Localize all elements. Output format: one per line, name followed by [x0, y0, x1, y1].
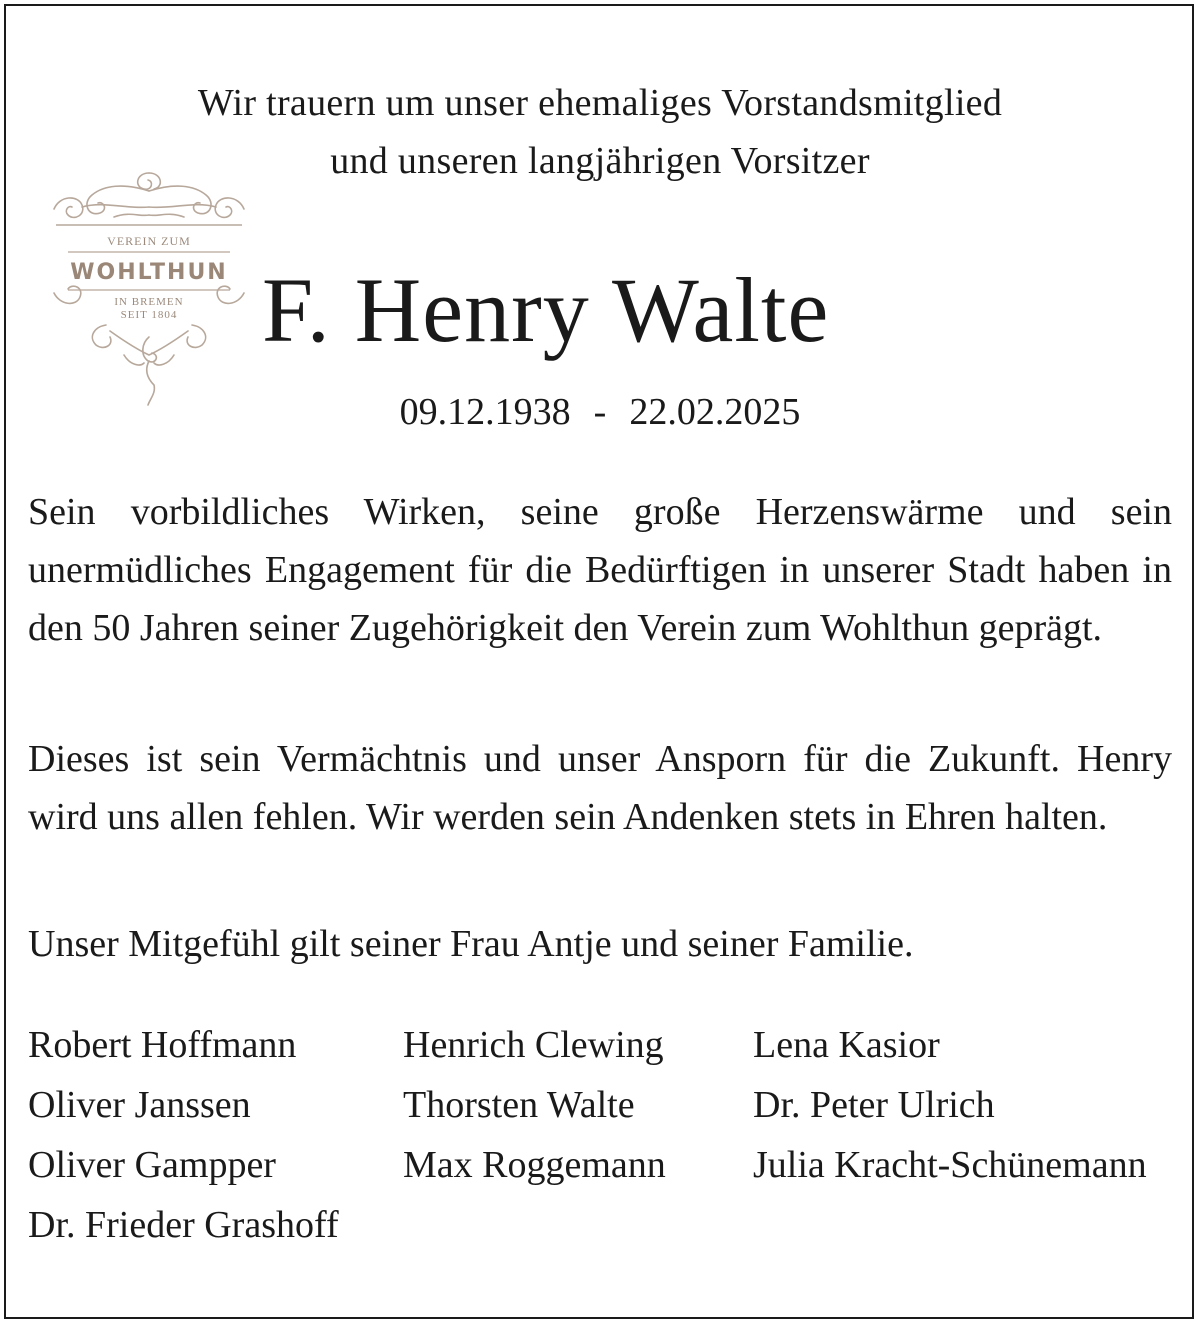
signatory-name: Oliver Janssen [28, 1084, 251, 1126]
logo-main-text: WOHLTHUN [70, 260, 228, 285]
signatory-name: Robert Hoffmann [28, 1024, 297, 1066]
logo-bottom-line-2: SEIT 1804 [120, 309, 178, 321]
signatories-column-1 [28, 1015, 339, 1255]
signatory-name: Julia Kracht-Schünemann [753, 1144, 1147, 1186]
tribute-paragraph-2: Dieses ist sein Vermächtnis und unser Ansporn für die Zukunft. Henry wird uns allen fehlen. Wir werden sein Andenken stets in Ehren halten. [28, 738, 1172, 838]
deceased-name: F. Henry Walte [262, 259, 830, 361]
signatory-name: Dr. Frieder Grashoff [28, 1204, 339, 1246]
signatories-column-2 [403, 1015, 666, 1195]
signatory-name: Oliver Gampper [28, 1144, 276, 1186]
signatory-name: Max Roggemann [403, 1144, 666, 1186]
condolence-paragraph: Unser Mitgefühl gilt seiner Frau Antje und seiner Familie. [28, 923, 914, 965]
intro-line-2: und unseren langjährigen Vorsitzer [330, 140, 870, 182]
logo-top-text: VEREIN ZUM [107, 234, 191, 248]
signatory-name: Dr. Peter Ulrich [753, 1084, 995, 1126]
signatory-name: Lena Kasior [753, 1024, 940, 1066]
signatories-column-3 [753, 1015, 1147, 1195]
life-dates: 09.12.1938 - 22.02.2025 [399, 391, 801, 433]
intro-line-1: Wir trauern um unser ehemaliges Vorstandsmitglied [197, 82, 1003, 124]
ornament-top [54, 173, 244, 217]
signatory-name: Thorsten Walte [403, 1084, 635, 1126]
signatory-name: Henrich Clewing [403, 1024, 664, 1066]
tribute-paragraph-1: Sein vorbildliches Wirken, seine große Herzenswärme und sein unermüdliches Engagement für die Bedürftigen in unserer Stadt haben in den 50 Jahren seiner Zugehörigkeit den Verein zum Wohlthun geprägt. [28, 491, 1172, 649]
logo-bottom-line-1: IN BREMEN [114, 296, 184, 308]
verein-logo [44, 165, 254, 410]
